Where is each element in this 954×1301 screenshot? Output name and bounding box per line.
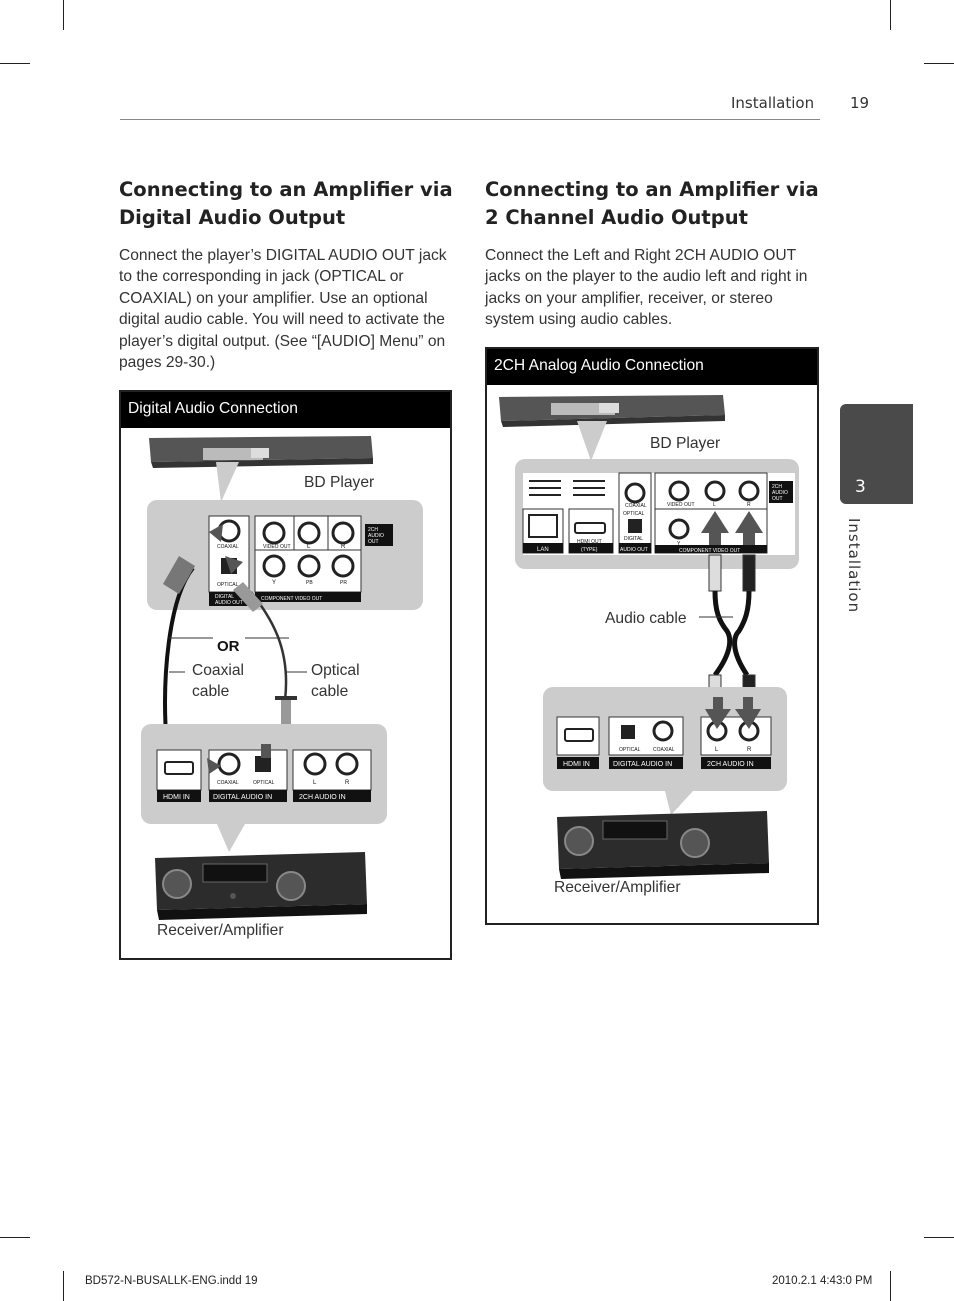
p2-digital-1: DIGITAL: [624, 536, 644, 542]
right-paragraph: Connect the Left and Right 2CH AUDIO OUT jacks on the player to the audio left and right in jacks on your amplifier, receiver, or stereo system using audio cables.: [485, 247, 808, 329]
crop-mark: [890, 1271, 891, 1301]
p2-lan: LAN: [537, 547, 549, 553]
a2-digital-in: DIGITAL AUDIO IN: [613, 761, 673, 768]
p2-component: COMPONENT VIDEO OUT: [679, 548, 741, 554]
p2-hdmi-out-1: HDMI OUT: [577, 539, 602, 545]
p-l: L: [307, 544, 311, 550]
p2-2ch-2: AUDIO: [772, 490, 788, 496]
chapter-number: 3: [855, 477, 866, 497]
right-heading-line1: Connecting to an Amplifier via: [485, 178, 819, 201]
p-digital1: DIGITAL: [215, 594, 235, 600]
digital-audio-diagram: [121, 428, 450, 958]
a-optical: OPTICAL: [253, 780, 275, 786]
p2-2ch-1: 2CH: [772, 484, 783, 490]
p-component: COMPONENT VIDEO OUT: [261, 596, 323, 602]
a2-coaxial: COAXIAL: [653, 747, 675, 753]
chapter-tab: [840, 404, 913, 504]
p-2ch-3: OUT: [368, 539, 379, 545]
p-video-out: VIDEO OUT: [263, 544, 291, 550]
left-heading-line2: Digital Audio Output: [119, 206, 346, 229]
coaxial-label: [192, 660, 244, 702]
crop-mark: [0, 63, 30, 64]
chapter-label-text: Installation: [845, 518, 863, 614]
p2-y: Y: [677, 541, 681, 547]
a-r: R: [345, 780, 350, 786]
bd-player-label: BD Player: [304, 474, 375, 491]
analog-audio-figure: [485, 347, 819, 925]
bd-player-label-2: BD Player: [650, 435, 721, 452]
figure-title-2ch: 2CH Analog Audio Connection: [487, 349, 817, 385]
digital-audio-figure: [119, 390, 452, 960]
a-hdmi-in: HDMI IN: [163, 794, 190, 801]
p2-digital-2: AUDIO OUT: [620, 547, 648, 553]
player-callout: [147, 462, 423, 610]
page-number: 19: [850, 94, 870, 112]
p2-2ch-3: OUT: [772, 496, 783, 502]
optical-label: [311, 660, 360, 702]
arrow-amp-optical: [261, 744, 271, 758]
right-heading-line2: 2 Channel Audio Output: [485, 206, 748, 229]
a-l: L: [313, 780, 317, 786]
p2-l: L: [713, 502, 716, 508]
p2-coaxial: COAXIAL: [625, 503, 647, 509]
a2-optical: OPTICAL: [619, 747, 641, 753]
p2-video-out: VIDEO OUT: [667, 502, 695, 508]
p-y: Y: [272, 580, 277, 586]
receiver-device-2: [557, 811, 769, 879]
p2-hdmi-out-2: (TYPE): [581, 547, 598, 553]
p-pr: PR: [340, 580, 347, 586]
coaxial-line2: cable: [192, 683, 230, 700]
crop-mark: [63, 1271, 64, 1301]
or-label: OR: [217, 638, 240, 655]
a-digital-in: DIGITAL AUDIO IN: [213, 794, 273, 801]
a2-l: L: [715, 747, 719, 753]
a-coaxial: COAXIAL: [217, 780, 239, 786]
crop-mark: [890, 0, 891, 30]
analog-audio-diagram: [487, 385, 817, 923]
p2-optical: OPTICAL: [623, 511, 645, 517]
a2-r: R: [747, 747, 752, 753]
right-heading: [485, 176, 825, 232]
footer-file: BD572-N-BUSALLK-ENG.indd 19: [85, 1275, 258, 1287]
left-heading: [119, 176, 459, 232]
crop-mark: [924, 63, 954, 64]
bd-player-device-2: [499, 395, 725, 427]
p-coaxial: COAXIAL: [217, 544, 239, 550]
optical-line2: cable: [311, 683, 349, 700]
p-2ch-2: AUDIO: [368, 533, 384, 539]
figure-title: Digital Audio Connection: [121, 392, 450, 428]
amp-callout: [141, 724, 387, 852]
p-optical: OPTICAL: [217, 582, 239, 588]
a2-2ch-in: 2CH AUDIO IN: [707, 761, 754, 768]
chapter-side-label: [845, 518, 867, 614]
running-header-section: Installation: [731, 94, 815, 112]
left-paragraph: Connect the player’s DIGITAL AUDIO OUT jack to the corresponding in jack (OPTICAL or COAXIAL) on your amplifier. Use an optional digital audio cable. You will need to activate the player’s digital output. (See “[AUDIO] Menu” on pages 29-30.): [119, 247, 447, 372]
bd-player-device: [149, 436, 373, 468]
optical-line1: Optical: [311, 662, 360, 679]
p-digital2: AUDIO OUT: [215, 600, 243, 606]
crop-mark: [63, 0, 64, 30]
p2-r: R: [747, 502, 751, 508]
left-heading-line1: Connecting to an Amplifier via: [119, 178, 453, 201]
receiver-label-2: Receiver/Amplifier: [554, 879, 681, 896]
crop-mark: [924, 1237, 954, 1238]
p-r: R: [341, 544, 346, 550]
coaxial-line1: Coaxial: [192, 662, 245, 679]
receiver-label: Receiver/Amplifier: [157, 922, 284, 939]
a2-hdmi-in: HDMI IN: [563, 761, 590, 768]
a-2ch-in: 2CH AUDIO IN: [299, 794, 346, 801]
receiver-device: [155, 852, 367, 920]
footer-timestamp: 2010.2.1 4:43:0 PM: [772, 1275, 873, 1287]
header-rule: [120, 119, 820, 120]
p-pb: PB: [306, 580, 313, 586]
p-2ch-1: 2CH: [368, 527, 379, 533]
crop-mark: [0, 1237, 30, 1238]
audio-cable-label: Audio cable: [605, 610, 687, 627]
